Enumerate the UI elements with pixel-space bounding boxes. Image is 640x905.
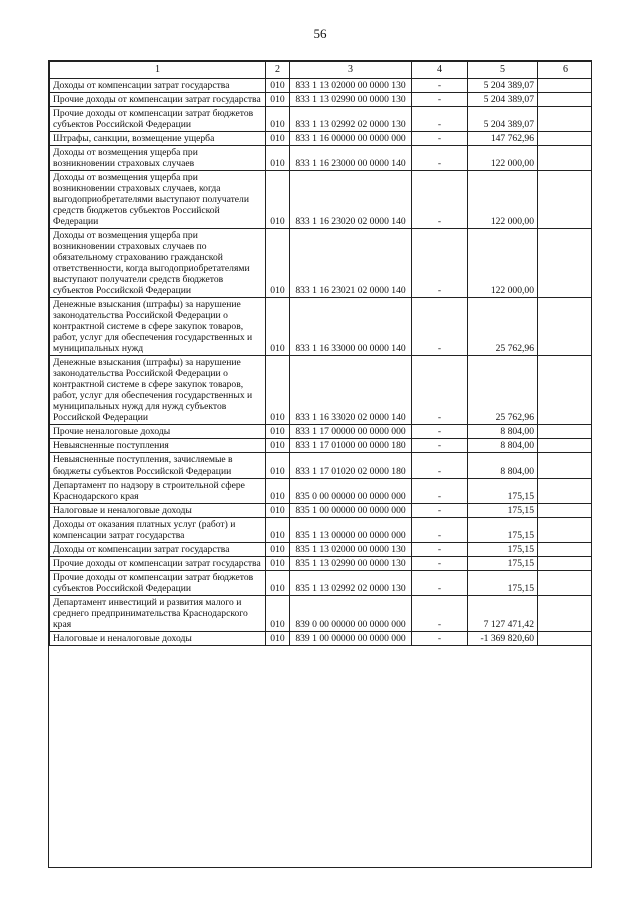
table-row [50, 503, 593, 517]
row-line-code-cell: 010 [266, 570, 290, 595]
table-row [50, 517, 593, 542]
row-line-code-cell: 010 [266, 145, 290, 170]
row-revenue-code-cell: 833 1 16 00000 00 0000 000 [290, 131, 412, 145]
row-line-code-cell: 010 [266, 425, 290, 439]
row-col6-cell [538, 228, 593, 297]
row-line-code-cell: 010 [266, 631, 290, 645]
row-name-cell: Прочие доходы от компенсации затрат государства [50, 92, 266, 106]
row-line-code-cell: 010 [266, 439, 290, 453]
row-name-cell: Штрафы, санкции, возмещение ущерба [50, 131, 266, 145]
row-revenue-code-cell: 835 1 13 02000 00 0000 130 [290, 542, 412, 556]
table-row [50, 170, 593, 228]
revenue-table [49, 61, 592, 646]
row-line-code-cell: 010 [266, 228, 290, 297]
row-col6-cell [538, 298, 593, 356]
row-line-code-cell: 010 [266, 131, 290, 145]
row-col6-cell [538, 453, 593, 478]
row-col6-cell [538, 356, 593, 425]
row-col4-cell: - [412, 298, 468, 356]
row-col4-cell: - [412, 631, 468, 645]
row-col4-cell: - [412, 78, 468, 92]
row-revenue-code-cell: 833 1 16 23020 02 0000 140 [290, 170, 412, 228]
table-row [50, 228, 593, 297]
row-col4-cell: - [412, 106, 468, 131]
row-col4-cell: - [412, 170, 468, 228]
col-header-6: 6 [538, 62, 593, 79]
table-row [50, 631, 593, 645]
row-line-code-cell: 010 [266, 453, 290, 478]
row-amount-cell: 8 804,00 [468, 425, 538, 439]
table-row [50, 595, 593, 631]
row-amount-cell: 8 804,00 [468, 439, 538, 453]
row-revenue-code-cell: 833 1 16 23000 00 0000 140 [290, 145, 412, 170]
row-line-code-cell: 010 [266, 517, 290, 542]
row-col4-cell: - [412, 356, 468, 425]
row-line-code-cell: 010 [266, 478, 290, 503]
row-col6-cell [538, 425, 593, 439]
row-amount-cell: 175,15 [468, 503, 538, 517]
table-row [50, 542, 593, 556]
row-line-code-cell: 010 [266, 92, 290, 106]
row-col6-cell [538, 556, 593, 570]
row-revenue-code-cell: 833 1 16 23021 02 0000 140 [290, 228, 412, 297]
row-col4-cell: - [412, 131, 468, 145]
table-row [50, 439, 593, 453]
row-line-code-cell: 010 [266, 78, 290, 92]
col-header-5: 5 [468, 62, 538, 79]
row-col6-cell [538, 439, 593, 453]
row-amount-cell: 175,15 [468, 542, 538, 556]
row-line-code-cell: 010 [266, 106, 290, 131]
table-body [50, 78, 593, 645]
table-row [50, 78, 593, 92]
row-name-cell: Доходы от оказания платных услуг (работ) и компенсации затрат государства [50, 517, 266, 542]
row-name-cell: Налоговые и неналоговые доходы [50, 503, 266, 517]
row-col6-cell [538, 170, 593, 228]
row-col4-cell: - [412, 439, 468, 453]
row-revenue-code-cell: 833 1 17 01000 00 0000 180 [290, 439, 412, 453]
table-row [50, 453, 593, 478]
row-amount-cell: 5 204 389,07 [468, 78, 538, 92]
table-header-row [50, 62, 593, 79]
revenue-table-sheet [48, 60, 592, 868]
table-row [50, 106, 593, 131]
row-col4-cell: - [412, 425, 468, 439]
row-name-cell: Департамент по надзору в строительной сфере Краснодарского края [50, 478, 266, 503]
row-name-cell: Департамент инвестиций и развития малого и среднего предпринимательства Краснодарского края [50, 595, 266, 631]
row-revenue-code-cell: 839 0 00 00000 00 0000 000 [290, 595, 412, 631]
page-number: 56 [313, 26, 327, 41]
row-amount-cell: 8 804,00 [468, 453, 538, 478]
row-line-code-cell: 010 [266, 595, 290, 631]
row-col6-cell [538, 78, 593, 92]
row-name-cell: Прочие доходы от компенсации затрат бюджетов субъектов Российской Федерации [50, 106, 266, 131]
row-col6-cell [538, 517, 593, 542]
row-name-cell: Доходы от возмещения ущерба при возникновении страховых случаев [50, 145, 266, 170]
row-revenue-code-cell: 835 0 00 00000 00 0000 000 [290, 478, 412, 503]
row-amount-cell: 175,15 [468, 570, 538, 595]
col-header-4: 4 [412, 62, 468, 79]
col-header-2: 2 [266, 62, 290, 79]
row-col6-cell [538, 478, 593, 503]
col-header-1: 1 [50, 62, 266, 79]
row-amount-cell: 122 000,00 [468, 228, 538, 297]
row-name-cell: Налоговые и неналоговые доходы [50, 631, 266, 645]
row-col6-cell [538, 631, 593, 645]
row-name-cell: Доходы от возмещения ущерба при возникновении страховых случаев по обязательному страхованию гражданской ответственности, когда выгодоприобретателями выступают получатели средств бюджетов субъектов Российской Федерации [50, 228, 266, 297]
row-name-cell: Доходы от компенсации затрат государства [50, 542, 266, 556]
row-amount-cell: 122 000,00 [468, 145, 538, 170]
row-col4-cell: - [412, 595, 468, 631]
row-name-cell: Невыясненные поступления [50, 439, 266, 453]
row-amount-cell: 175,15 [468, 556, 538, 570]
row-revenue-code-cell: 833 1 17 01020 02 0000 180 [290, 453, 412, 478]
row-name-cell: Прочие доходы от компенсации затрат бюджетов субъектов Российской Федерации [50, 570, 266, 595]
row-line-code-cell: 010 [266, 556, 290, 570]
row-name-cell: Доходы от компенсации затрат государства [50, 78, 266, 92]
row-amount-cell: 25 762,96 [468, 356, 538, 425]
row-amount-cell: 25 762,96 [468, 298, 538, 356]
row-col6-cell [538, 92, 593, 106]
row-amount-cell: 147 762,96 [468, 131, 538, 145]
table-row [50, 425, 593, 439]
row-col4-cell: - [412, 453, 468, 478]
row-name-cell: Денежные взыскания (штрафы) за нарушение законодательства Российской Федерации о контрактной системе в сфере закупок товаров, работ, услуг для обеспечения государственных и муниципальных нужд [50, 298, 266, 356]
row-line-code-cell: 010 [266, 503, 290, 517]
row-col6-cell [538, 595, 593, 631]
row-col4-cell: - [412, 503, 468, 517]
table-row [50, 145, 593, 170]
table-row [50, 356, 593, 425]
row-name-cell: Прочие доходы от компенсации затрат государства [50, 556, 266, 570]
row-name-cell: Прочие неналоговые доходы [50, 425, 266, 439]
table-row [50, 92, 593, 106]
row-revenue-code-cell: 835 1 13 00000 00 0000 000 [290, 517, 412, 542]
row-line-code-cell: 010 [266, 542, 290, 556]
row-col4-cell: - [412, 478, 468, 503]
table-row [50, 131, 593, 145]
table-row [50, 556, 593, 570]
table-row [50, 298, 593, 356]
row-revenue-code-cell: 835 1 13 02990 00 0000 130 [290, 556, 412, 570]
row-amount-cell: 5 204 389,07 [468, 106, 538, 131]
col-header-3: 3 [290, 62, 412, 79]
table-row [50, 570, 593, 595]
row-col6-cell [538, 542, 593, 556]
row-col4-cell: - [412, 145, 468, 170]
row-col4-cell: - [412, 556, 468, 570]
row-amount-cell: 7 127 471,42 [468, 595, 538, 631]
row-line-code-cell: 010 [266, 356, 290, 425]
row-revenue-code-cell: 833 1 13 02000 00 0000 130 [290, 78, 412, 92]
row-col6-cell [538, 106, 593, 131]
row-revenue-code-cell: 833 1 16 33020 02 0000 140 [290, 356, 412, 425]
row-name-cell: Доходы от возмещения ущерба при возникновении страховых случаев, когда выгодоприобретателями выступают получатели средств бюджетов субъектов Российской Федерации [50, 170, 266, 228]
row-revenue-code-cell: 835 1 00 00000 00 0000 000 [290, 503, 412, 517]
row-col4-cell: - [412, 542, 468, 556]
table-row [50, 478, 593, 503]
row-amount-cell: 5 204 389,07 [468, 92, 538, 106]
row-col6-cell [538, 503, 593, 517]
row-name-cell: Денежные взыскания (штрафы) за нарушение законодательства Российской Федерации о контрактной системе в сфере закупок товаров, работ, услуг для обеспечения государственных и муниципальных нужд для нужд субъектов Российской Федерации [50, 356, 266, 425]
row-col6-cell [538, 570, 593, 595]
row-revenue-code-cell: 833 1 16 33000 00 0000 140 [290, 298, 412, 356]
row-line-code-cell: 010 [266, 170, 290, 228]
row-amount-cell: 175,15 [468, 517, 538, 542]
row-amount-cell: -1 369 820,60 [468, 631, 538, 645]
row-col4-cell: - [412, 228, 468, 297]
row-revenue-code-cell: 839 1 00 00000 00 0000 000 [290, 631, 412, 645]
row-amount-cell: 175,15 [468, 478, 538, 503]
row-revenue-code-cell: 833 1 13 02990 00 0000 130 [290, 92, 412, 106]
row-amount-cell: 122 000,00 [468, 170, 538, 228]
row-col4-cell: - [412, 517, 468, 542]
row-line-code-cell: 010 [266, 298, 290, 356]
row-revenue-code-cell: 835 1 13 02992 02 0000 130 [290, 570, 412, 595]
row-revenue-code-cell: 833 1 13 02992 02 0000 130 [290, 106, 412, 131]
row-col6-cell [538, 145, 593, 170]
row-col6-cell [538, 131, 593, 145]
row-col4-cell: - [412, 92, 468, 106]
row-revenue-code-cell: 833 1 17 00000 00 0000 000 [290, 425, 412, 439]
row-col4-cell: - [412, 570, 468, 595]
row-name-cell: Невыясненные поступления, зачисляемые в бюджеты субъектов Российской Федерации [50, 453, 266, 478]
